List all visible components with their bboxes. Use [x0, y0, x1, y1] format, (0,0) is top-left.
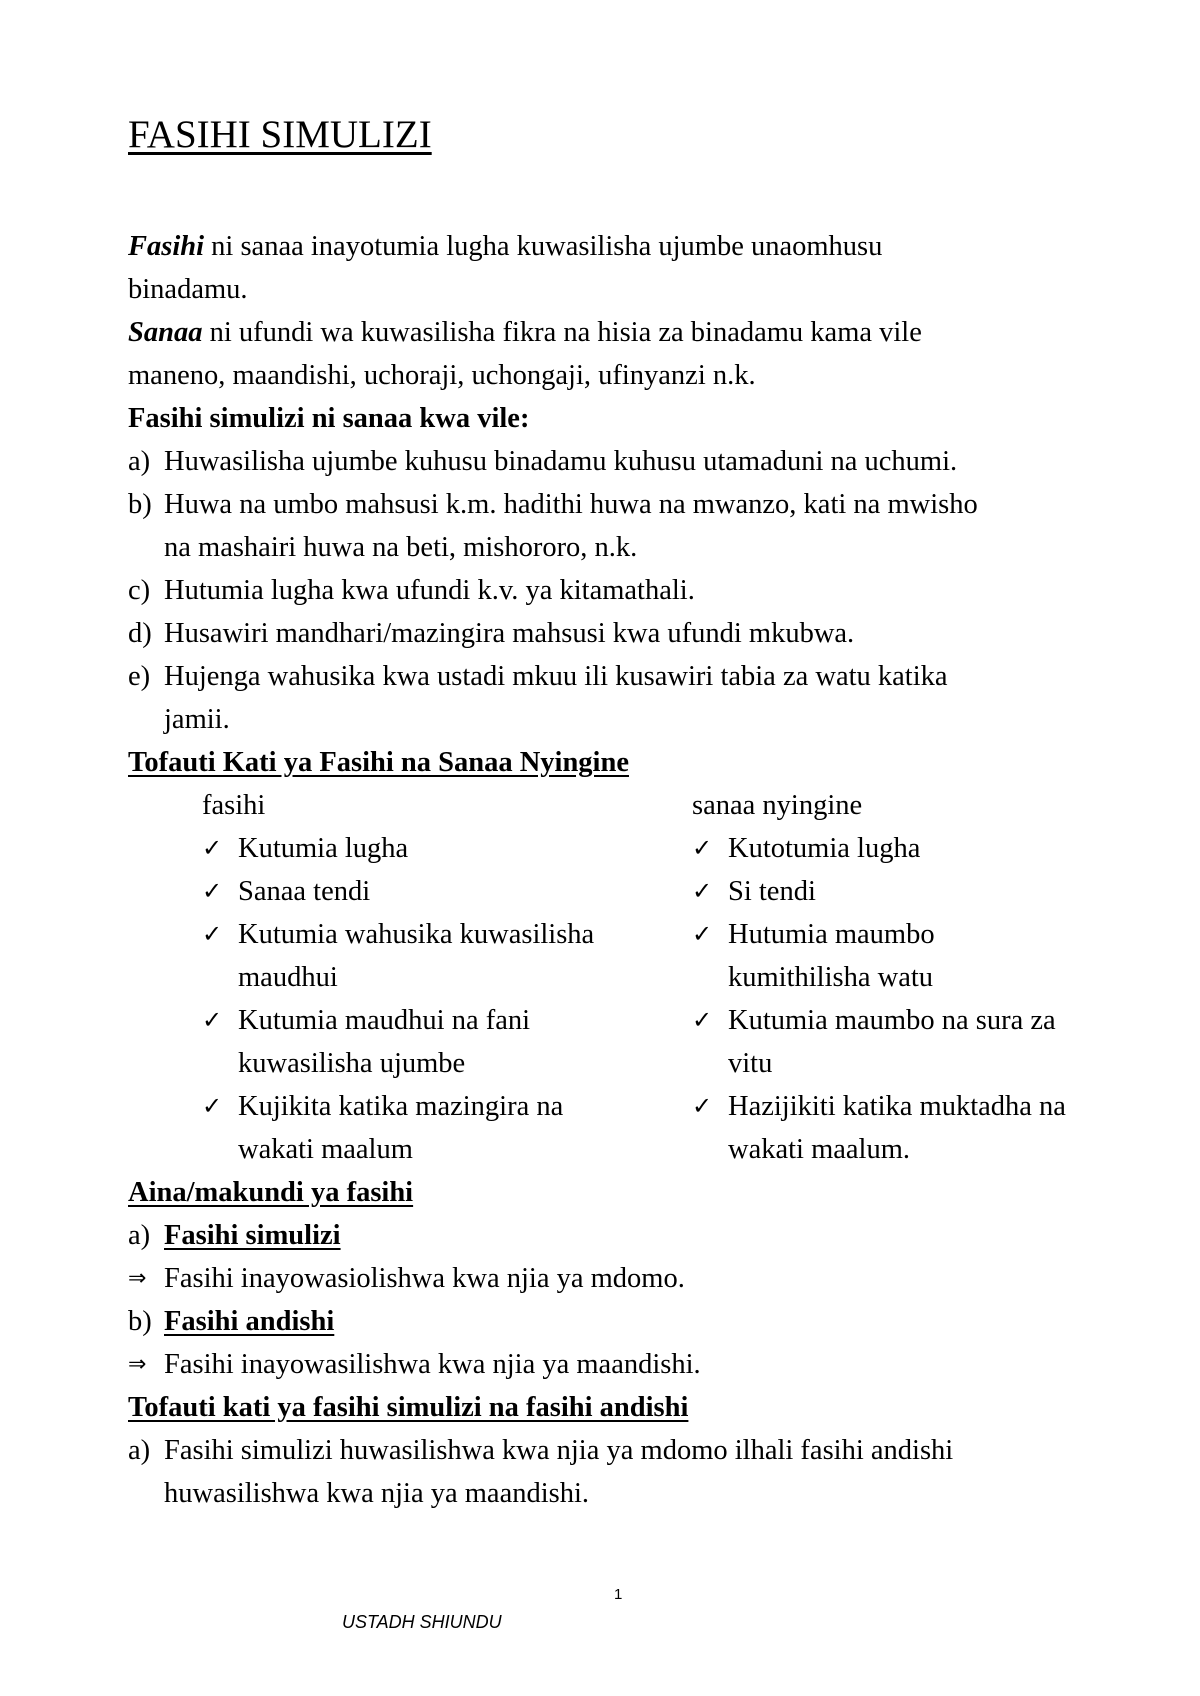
fasihi-feature-item [202, 1085, 672, 1128]
document-body [128, 225, 1128, 1515]
checkmark-icon: ✓ [202, 1006, 223, 1034]
implies-arrow-icon: ⇒ [128, 1266, 147, 1291]
fasihi-feature-item-text: Kutumia wahusika kuwasilisha [238, 919, 595, 950]
reasons-list [128, 440, 1128, 741]
sanaa-feature-item [692, 999, 1142, 1042]
fasihi-feature-item [202, 870, 672, 913]
reason-item [128, 612, 1128, 655]
reason-item-label: b) [128, 489, 152, 520]
differences-heading: Tofauti kati ya fasihi simulizi na fasihi andishi [128, 1392, 689, 1423]
sanaa-feature-item-text: Hazijikiti katika muktadha na [728, 1091, 1066, 1122]
checkmark-icon: ✓ [202, 877, 223, 905]
type-a [128, 1214, 1128, 1257]
sanaa-feature-item [692, 870, 1142, 913]
checkmark-icon: ✓ [202, 1092, 223, 1120]
sanaa-feature-item-cont: kumithilisha watu [728, 962, 934, 993]
fasihi-feature-item-text: Sanaa tendi [238, 876, 371, 907]
type-b-desc-text: Fasihi inayowasilishwa kwa njia ya maandishi. [164, 1349, 701, 1380]
sanaa-feature-item [692, 913, 1142, 956]
page-title: FASIHI SIMULIZI [128, 113, 432, 156]
sanaa-nyingine-column [692, 784, 1142, 1171]
sanaa-definition [128, 311, 1128, 354]
fasihi-feature-item-cont: maudhui [238, 962, 338, 993]
reason-item-cont: jamii. [164, 704, 230, 735]
checkmark-icon: ✓ [692, 1006, 713, 1034]
types-heading: Aina/makundi ya fasihi [128, 1177, 414, 1208]
type-b-description [128, 1343, 1128, 1386]
difference-item-label: a) [128, 1435, 151, 1466]
sanaa-feature-item [692, 827, 1142, 870]
reason-item-label: c) [128, 575, 151, 606]
reason-item-text: Hutumia lugha kwa ufundi k.v. ya kitamathali. [164, 575, 695, 606]
fasihi-feature-item-cont: wakati maalum [238, 1134, 413, 1165]
fasihi-term: Fasihi [128, 231, 205, 262]
difference-item [128, 1429, 1128, 1472]
checkmark-icon: ✓ [692, 1092, 713, 1120]
fasihi-feature-item [202, 999, 672, 1042]
sanaa-term: Sanaa [128, 317, 203, 348]
sanaa-feature-item-text: Hutumia maumbo [728, 919, 935, 950]
reason-item-label: a) [128, 446, 151, 477]
reason-item-text: Hujenga wahusika kwa ustadi mkuu ili kusawiri tabia za watu katika [164, 661, 948, 692]
checkmark-icon: ✓ [202, 920, 223, 948]
fasihi-feature-item-text: Kutumia lugha [238, 833, 409, 864]
fasihi-column-items [202, 827, 672, 1171]
fasihi-column [202, 784, 672, 1171]
fasihi-column-header: fasihi [202, 790, 266, 821]
implies-arrow-icon: ⇒ [128, 1352, 147, 1377]
checkmark-icon: ✓ [202, 834, 223, 862]
comparison-columns [128, 784, 1128, 1171]
checkmark-icon: ✓ [692, 877, 713, 905]
sanaa-nyingine-column-header: sanaa nyingine [692, 790, 863, 821]
sanaa-feature-item-text: Kutotumia lugha [728, 833, 921, 864]
fasihi-feature-item [202, 827, 672, 870]
type-b [128, 1300, 1128, 1343]
difference-item-cont: huwasilishwa kwa njia ya maandishi. [164, 1478, 590, 1509]
fasihi-definition-text: ni sanaa inayotumia lugha kuwasilisha ujumbe unaomhusu [204, 231, 883, 262]
fasihi-definition [128, 225, 1128, 268]
sanaa-definition-cont: maneno, maandishi, uchoraji, uchongaji, ufinyanzi n.k. [128, 360, 756, 391]
sanaa-nyingine-column-items [692, 827, 1142, 1171]
sanaa-feature-item-text: Kutumia maumbo na sura za [728, 1005, 1056, 1036]
fasihi-feature-item-text: Kutumia maudhui na fani [238, 1005, 531, 1036]
comparison-heading: Tofauti Kati ya Fasihi na Sanaa Nyingine [128, 747, 629, 778]
sanaa-feature-item-cont: vitu [728, 1048, 773, 1079]
checkmark-icon: ✓ [692, 920, 713, 948]
difference-item-text: Fasihi simulizi huwasilishwa kwa njia ya mdomo ilhali fasihi andishi [164, 1435, 954, 1466]
reason-item-text: Husawiri mandhari/mazingira mahsusi kwa ufundi mkubwa. [164, 618, 855, 649]
differences-list [128, 1429, 1128, 1515]
sanaa-feature-item-text: Si tendi [728, 876, 816, 907]
reason-item [128, 655, 1128, 698]
fasihi-feature-item-cont: kuwasilisha ujumbe [238, 1048, 466, 1079]
type-b-label: b) [128, 1306, 152, 1337]
fasihi-feature-item [202, 913, 672, 956]
checkmark-icon: ✓ [692, 834, 713, 862]
reason-item-text: Huwa na umbo mahsusi k.m. hadithi huwa na mwanzo, kati na mwisho [164, 489, 978, 520]
sanaa-definition-text: ni ufundi wa kuwasilisha fikra na hisia za binadamu kama vile [202, 317, 922, 348]
reason-item-cont: na mashairi huwa na beti, mishororo, n.k. [164, 532, 638, 563]
sanaa-feature-item-cont: wakati maalum. [728, 1134, 911, 1165]
reason-item [128, 569, 1128, 612]
reason-item-label: e) [128, 661, 151, 692]
type-a-title: Fasihi simulizi [164, 1220, 341, 1251]
page-number: 1 [614, 1586, 623, 1603]
type-b-title: Fasihi andishi [164, 1306, 335, 1337]
sanaa-feature-item [692, 1085, 1142, 1128]
reason-item [128, 483, 1128, 526]
reason-item [128, 440, 1128, 483]
fasihi-feature-item-text: Kujikita katika mazingira na [238, 1091, 564, 1122]
type-a-desc-text: Fasihi inayowasiolishwa kwa njia ya mdomo. [164, 1263, 685, 1294]
reason-item-label: d) [128, 618, 152, 649]
reason-item-text: Huwasilisha ujumbe kuhusu binadamu kuhusu utamaduni na uchumi. [164, 446, 958, 477]
type-a-description [128, 1257, 1128, 1300]
reasons-heading: Fasihi simulizi ni sanaa kwa vile: [128, 403, 530, 434]
fasihi-definition-cont: binadamu. [128, 274, 248, 305]
footer-author: USTADH SHIUNDU [342, 1612, 502, 1632]
type-a-label: a) [128, 1220, 151, 1251]
